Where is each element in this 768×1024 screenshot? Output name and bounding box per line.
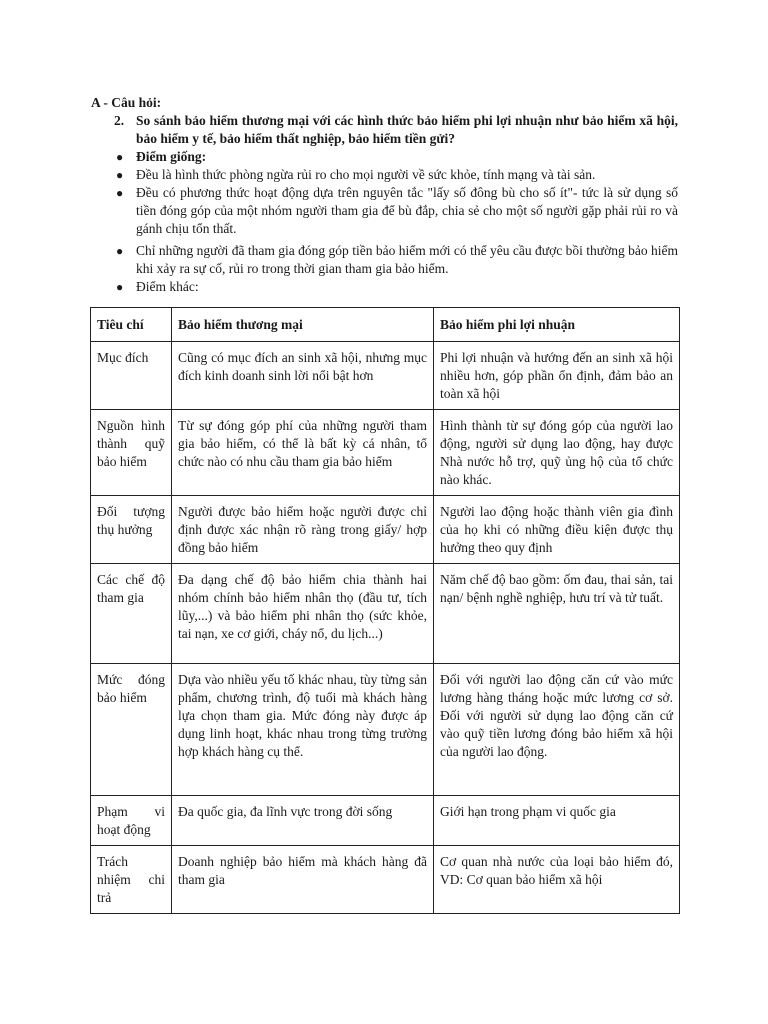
list-item [114,184,678,238]
question-number: 2. [114,113,125,128]
bullet-icon: ● [116,244,124,258]
table-row [91,846,680,914]
nonprofit-cell: Cơ quan nhà nước của loại bảo hiểm đó, VD: Cơ quan bảo hiểm xã hội [434,846,680,914]
bullet-list [114,148,678,296]
criteria-cell: Mục đích [91,342,172,410]
question-block [114,112,678,148]
similar-point-1: Đều là hình thức phòng ngừa rủi ro cho mọi người về sức khỏe, tính mạng và tài sản. [136,167,596,182]
criteria-cell: Trách nhiệm chi trả [91,846,172,914]
similar-point-2: Đều có phương thức hoạt động dựa trên nguyên tắc "lấy số đông bù cho số ít"- tức là sử dụng số tiền đóng góp của một nhóm người tham gia để bù đắp, chia sẻ cho một số người gặp phải rủi ro và gánh chịu tổn thất. [136,185,678,236]
commercial-cell: Dựa vào nhiều yếu tố khác nhau, tùy từng sản phẩm, chương trình, độ tuổi mà khách hàng lựa chọn tham gia. Mức đóng này được áp dụng linh hoạt, khác nhau trong từng trường hợp khách hàng cụ thể. [172,664,434,796]
table-row [91,796,680,846]
question-text: So sánh bảo hiểm thương mại với các hình thức bảo hiểm phi lợi nhuận như bảo hiểm xã hội, bảo hiểm y tế, bảo hiểm thất nghiệp, bảo hiểm tiền gửi? [136,113,678,146]
comparison-table [90,307,680,914]
table-row [91,664,680,796]
list-item-similar-heading [114,148,678,166]
criteria-cell: Các chế độ tham gia [91,564,172,664]
table-header-row [91,308,680,342]
list-item [114,166,678,184]
commercial-cell: Người được bảo hiểm hoặc người được chỉ định được xác nhận rõ ràng trong giấy/ hợp đồng bảo hiểm [172,496,434,564]
criteria-cell: Đối tượng thụ hưởng [91,496,172,564]
table-row [91,496,680,564]
nonprofit-cell: Năm chế độ bao gồm: ốm đau, thai sản, tai nạn/ bệnh nghề nghiệp, hưu trí và tử tuất. [434,564,680,664]
different-heading: Điểm khác: [136,279,199,294]
commercial-cell: Doanh nghiệp bảo hiểm mà khách hàng đã tham gia [172,846,434,914]
similar-heading: Điểm giống: [136,149,207,164]
nonprofit-cell: Giới hạn trong phạm vi quốc gia [434,796,680,846]
bullet-icon: ● [116,280,124,294]
table-row [91,342,680,410]
list-item-different-heading [114,278,678,296]
commercial-cell: Đa dạng chế độ bảo hiểm chia thành hai nhóm chính bảo hiểm nhân thọ (đầu tư, tích lũy,...) và bảo hiểm phi nhân thọ (sức khỏe, tai nạn, xe cơ giới, cháy nổ, du lịch...) [172,564,434,664]
nonprofit-cell: Đối với người lao động căn cứ vào mức lương hàng tháng hoặc mức lương cơ sở. Đối với người sử dụng lao động căn cứ vào quỹ tiền lương đóng bảo hiểm xã hội của người lao động. [434,664,680,796]
commercial-cell: Cũng có mục đích an sinh xã hội, nhưng mục đích kinh doanh sinh lời nổi bật hơn [172,342,434,410]
table-row [91,410,680,496]
list-item [114,242,678,278]
section-heading: A - Câu hỏi: [91,95,162,110]
header-criteria: Tiêu chí [91,308,172,342]
commercial-cell: Đa quốc gia, đa lĩnh vực trong đời sống [172,796,434,846]
bullet-icon: ● [116,168,124,182]
criteria-cell: Nguồn hình thành quỹ bảo hiểm [91,410,172,496]
nonprofit-cell: Người lao động hoặc thành viên gia đình của họ khi có những điều kiện được thụ hưởng theo quy định [434,496,680,564]
nonprofit-cell: Hình thành từ sự đóng góp của người lao động, người sử dụng lao động, hay được Nhà nước hỗ trợ, quỹ ủng hộ của tổ chức nào khác. [434,410,680,496]
header-commercial: Bảo hiểm thương mại [172,308,434,342]
nonprofit-cell: Phi lợi nhuận và hướng đến an sinh xã hội nhiều hơn, góp phần ổn định, đảm bảo an toàn xã hội [434,342,680,410]
commercial-cell: Từ sự đóng góp phí của những người tham gia bảo hiểm, có thể là bất kỳ cá nhân, tổ chức nào có nhu cầu tham gia bảo hiểm [172,410,434,496]
criteria-cell: Mức đóng bảo hiểm [91,664,172,796]
bullet-icon: ● [116,186,124,200]
table-row [91,564,680,664]
criteria-cell: Phạm vi hoạt động [91,796,172,846]
header-nonprofit: Bảo hiểm phi lợi nhuận [434,308,680,342]
similar-point-3: Chỉ những người đã tham gia đóng góp tiền bảo hiểm mới có thể yêu cầu được bồi thường bảo hiểm khi xảy ra sự cố, rủi ro trong thời gian tham gia bảo hiểm. [136,243,678,276]
bullet-icon: ● [116,150,124,164]
